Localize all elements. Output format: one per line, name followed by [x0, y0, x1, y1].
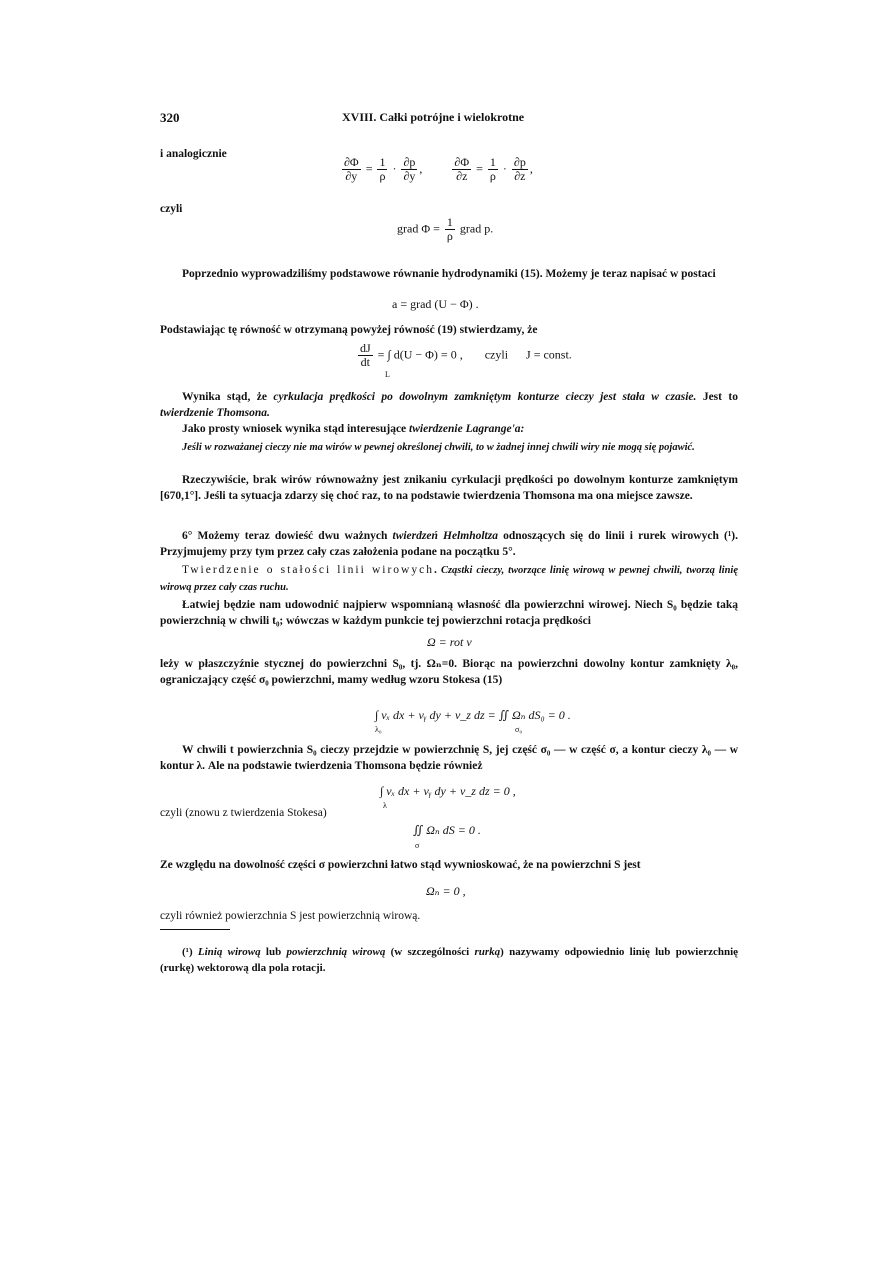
paragraph-rzeczywiscie: Rzeczywiście, brak wirów równoważny jest znikaniu cyrkulacji prędkości po dowolnym konturze zamkniętym [670,1°]. Jeśli ta sytuacja zdarzy się choć raz, to na podstawie twierdzenia Thomsona ma ona miejsce zawsze. — [160, 474, 738, 502]
equation-grad-phi: grad Φ = $\frac{1}{\rho}$ grad p. — [397, 215, 494, 243]
paragraph-thomson: Wynika stąd, że cyrkulacja prędkości po dowolnym zamkniętym konturze cieczy jest stała w czasie. Jest to twierdzenie Thomsona. — [160, 391, 738, 419]
paragraph-podstawiajac: Podstawiając tę równość w otrzymaną powyżej równość (19) stwierdzamy, że — [160, 324, 538, 336]
paragraph-w-chwili: W chwili t powierzchnia S₀ cieczy przejdzie w powierzchnię S, jej część σ₀ — w część σ, a kontur cieczy λ₀ — w kontur λ. Ale na podstawie twierdzenia Thomsona będzie również — [160, 744, 738, 772]
equation-flux-sub: σ — [415, 841, 420, 850]
text-czyli: czyli — [160, 203, 183, 215]
paragraph-ze-wzgledu: Ze względu na dowolność części σ powierzchni łatwo stąd wywnioskować, że na powierzchni S jest — [160, 859, 641, 871]
equation-stokes-1-sub-lambda: λ₀ — [375, 725, 382, 734]
equation-circulation: $\frac{dJ}{dt}$ = ∫ d(U − Φ) = 0 , czyli J = const. — [360, 341, 572, 369]
equation-stokes-1: ∫ vₓ dx + vᵧ dy + v_z dz = ∬ Ωₙ dS₀ = 0 . — [375, 708, 571, 722]
equation-a-grad: a = grad (U − Φ) . — [392, 297, 479, 311]
equation-partial-derivatives: $\frac{\partial\Phi}{\partial y}$ = $\frac{1}{\rho}$ · $\frac{\partial p}{\partial y}$ , $\frac{\partial\Phi}{\partial z}$ = $\frac{1}{\rho}$ · $\frac{\partial p}{\partial z}$ , — [344, 155, 533, 183]
equation-rot-v: Ω = rot v — [427, 635, 472, 649]
paragraph-theorem-vortex-lines: Twierdzenie o stałości linii wirowych. Cząstki cieczy, tworzące linię wirową w pewnej chwili, tworzą linię wirową przez cały czas ruchu. — [160, 564, 738, 593]
text-analogicznie: i analogicznie — [160, 148, 227, 160]
equation-stokes-1-sub-sigma: σ₀ — [515, 725, 523, 734]
paragraph-poprzednio: Poprzednio wyprowadziliśmy podstawowe równanie hydrodynamiki (15). Możemy je teraz napisać w postaci — [182, 268, 716, 280]
paragraph-lagrange-statement: Jeśli w rozważanej cieczy nie ma wirów w pewnej określonej chwili, to w żadnej innej chwili wiry nie mogą się pojawić. — [182, 442, 695, 453]
paragraph-czyli-rowniez: czyli również powierzchnia S jest powierzchnią wirową. — [160, 910, 421, 922]
paragraph-latwiej: Łatwiej będzie nam udowodnić najpierw wspomnianą własność dla powierzchni wirowej. Niech S₀ będzie taką powierzchnią w chwili t₀; wówczas w każdym punkcie tej powierzchni rotacja prędkości — [160, 599, 738, 627]
paragraph-helmholtz: 6° Możemy teraz dowieść dwu ważnych twierdzeń Helmholtza odnoszących się do linii i rurek wirowych (¹). Przyjmujemy przy tym przez cały czas założenia podane na początku 5°. — [160, 530, 738, 558]
equation-omega-n-zero: Ωₙ = 0 , — [426, 884, 466, 898]
equation-thomson-circulation: ∫ vₓ dx + vᵧ dy + v_z dz = 0 , — [380, 784, 516, 798]
page-number: 320 — [160, 110, 180, 125]
paragraph-lagrange: Jako prosty wniosek wynika stąd interesujące twierdzenie Lagrange'a: — [182, 423, 525, 435]
paragraph-lezy: leży w płaszczyźnie stycznej do powierzchni S₀, tj. Ωₙ=0. Biorąc na powierzchni dowolny kontur zamknięty λ₀, ograniczający część σ₀ powierzchni, mamy według wzoru Stokesa (15) — [160, 658, 738, 686]
equation-thomson-sub: λ — [383, 801, 387, 810]
equation-flux-zero: ∬ Ωₙ dS = 0 . — [413, 823, 481, 837]
running-title: XVIII. Całki potrójne i wielokrotne — [342, 110, 525, 124]
text-czyli-stokes: czyli (znowu z twierdzenia Stokesa) — [160, 807, 327, 819]
footnote-divider — [160, 929, 230, 930]
footnote: (¹) Linią wirową lub powierzchnią wirową (w szczególności rurką) nazywamy odpowiednio linię lub powierzchnię (rurkę) wektorową dla pola rotacji. — [160, 946, 739, 974]
equation-circulation-subscript: L — [385, 370, 390, 379]
